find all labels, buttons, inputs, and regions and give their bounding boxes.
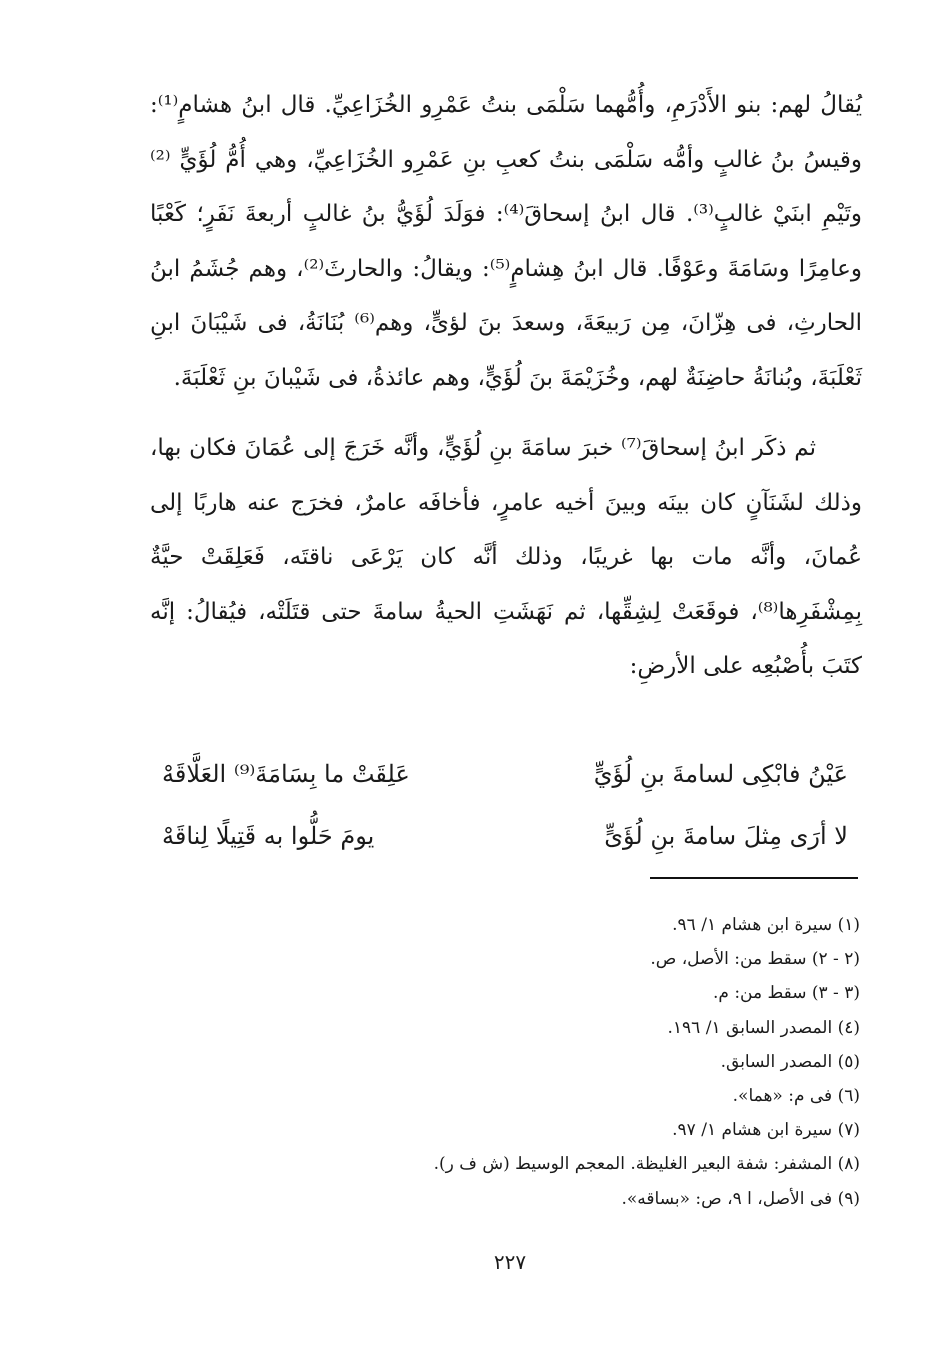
verse-2-first-hemistich: لا أرَى مِثلَ سامةَ بنِ لُؤَىٍّ (604, 822, 848, 850)
footnote-8: (٨) المشفر: شفة البعير الغليظة. المعجم الوسيط (ش ف ر). (433, 1154, 860, 1175)
verse-1-first-hemistich: عَيْنُ فابْكِى لسامةَ بنِ لُؤَيٍّ (593, 760, 848, 788)
footnote-separator (650, 877, 858, 879)
footnote-1: (١) سيرة ابن هشام ١/ ٩٦. (672, 915, 860, 935)
page-number: ٢٢٧ (493, 1250, 527, 1274)
verse-2 (150, 822, 862, 862)
verse-2-second-hemistich: يومَ حَلُّوا به قَتِيلًا لِناقَهْ (162, 822, 375, 850)
footnotes (380, 908, 860, 1216)
footnote-2: (٢ - ٢) سقط من: الأصل، ص. (650, 949, 860, 970)
verse-1-second-hemistich: عَلِقَتْ ما بِسَامَةَ⁽⁹⁾ العَلَّاقَهْ (162, 760, 410, 788)
footnote-6: (٦) فى م: «هما». (732, 1086, 860, 1107)
footnote-7: (٧) سيرة ابن هشام ١/ ٩٧. (672, 1120, 860, 1141)
paragraph-2: ثم ذكَر ابنُ إسحاقَ⁽⁷⁾ خبرَ سامَةَ بنِ لُؤَيٍّ، وأنَّه خَرَجَ إلى عُمَانَ فكان بها، وذلك لشَنَآنٍ كان بينَه وبينَ أخيه عامرٍ، فأخافَه عامرٌ، فخرَج عنه هاربًا إلى عُمانَ، وأنَّه مات بها غريبًا، وذلك أنَّه كان يَرْعَى ناقتَه، فَعَلِقَتْ حيَّةٌ بِمِشْفَرِها⁽⁸⁾، فوقَعَتْ لِشِقِّها، ثم نَهَشَتِ الحيةُ سامةَ حتى قتَلَتْه، فيُقالُ: إنَّه كتَبَ بأُصْبُعِه على الأرضِ: (150, 435, 862, 679)
footnote-9: (٩) فى الأصل، ا ٩، ص: «بساقه». (621, 1188, 860, 1209)
paragraph-1: يُقالُ لهم: بنو الأَدْرَمِ، وأُمُّهما سَلْمَى بنتُ عَمْرِو الخُزَاعِيِّ. قال ابنُ هشامٍ⁽¹⁾: وقيسُ بنُ غالبٍ وأمُّه سَلْمَى بنتُ كعبِ بنِ عَمْرِو الخُزَاعِيِّ، وهي أُمُّ لُؤَيٍّ ⁽²⁾وتَيْمِ ابنَيْ غالبٍ⁽³⁾. قال ابنُ إسحاقَ⁽⁴⁾: فوَلَدَ لُؤَيُّ بنُ غالبٍ أربعةَ نَفَرٍ؛ كَعْبًا وعامِرًا وسَامَةَ وعَوْفًا. قال ابنُ هِشامٍ⁽⁵⁾: ويقالُ: والحارثَ⁽²⁾، وهم جُشَمُ ابنُ الحارثِ، فى هِزّانَ، مِن رَبيعَةَ، وسعدَ بنَ لؤىٍّ، وهم⁽⁶⁾ بُنَانَةُ، فى شَيْبَانَ ابنِ ثَعْلَبَةَ، وبُنانَةُ حاضِنَةٌ لهم، وخُزَيْمَةَ بنَ لُؤَيٍّ، وهم عائذةُ، فى شَيْبانَ بنِ ثَعْلَبَةَ. (150, 92, 862, 391)
main-text (150, 78, 862, 694)
verse-1 (150, 760, 862, 800)
footnote-3: (٣ - ٣) سقط من: م. (712, 983, 860, 1004)
footnote-4: (٤) المصدر السابق ١/ ١٩٦. (667, 1017, 860, 1038)
footnote-5: (٥) المصدر السابق. (720, 1051, 860, 1072)
